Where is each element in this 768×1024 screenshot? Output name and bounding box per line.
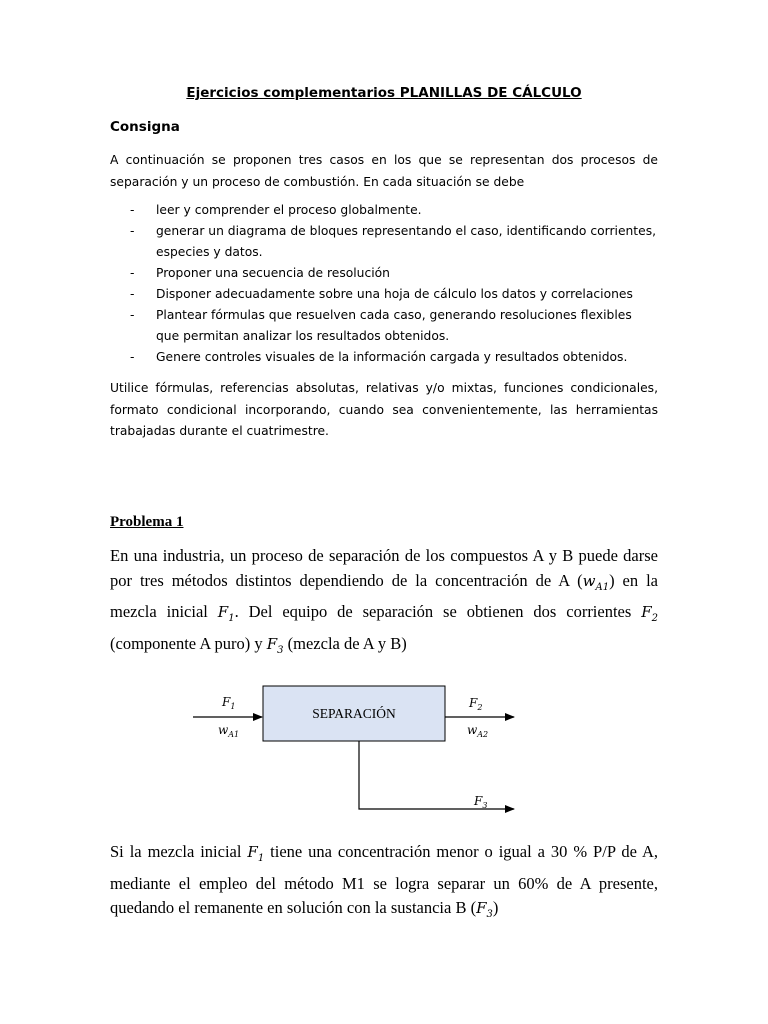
bullet-dash: - [130,350,135,364]
bullet-dash: - [130,308,135,322]
closing-paragraph: Utilice fórmulas, referencias absolutas, relativas y/o mixtas, funciones condicionales, formato condicional incorporando, cuando sea convenientemente, las herramientas trabajadas durante el cuatrimestre. [110,381,658,438]
problem-text-3: . Del equipo de separación se obtienen dos corrientes [234,602,642,621]
bullet-dash: - [130,266,135,280]
list-item-text: generar un diagrama de bloques representando el caso, identificando corrientes, especies y datos. [156,224,657,259]
var-F2: $F_2$ [641,603,658,624]
var-F3: $F_3$ [476,899,493,920]
second-text-3: ) [492,898,499,917]
problem-text-4: (componente A puro) y [110,633,267,653]
list-item-text: leer y comprender el proceso globalmente. [156,203,422,217]
problem-title: Problema 1 [110,514,184,530]
list-item-text: Disponer adecuadamente sobre una hoja de cálculo los datos y correlaciones [156,287,633,301]
var-F1: $F_1$ [247,843,265,864]
label-wa2: wA2 [467,723,489,739]
second-text-1: Si la mezcla inicial [110,842,248,861]
bullet-dash: - [130,224,135,238]
list-item-text: Genere controles visuales de la información cargada y resultados obtenidos. [156,350,628,364]
output-arrow-f3 [359,741,514,809]
var-wA1: $w_{A1}$ [582,571,610,593]
var-F3: $F_3$ [266,634,284,656]
document-title: Ejercicios complementarios PLANILLAS DE CÁLCULO [186,85,582,101]
second-paragraph [110,840,658,928]
bullet-dash: - [130,287,135,301]
label-f2: F2 [469,696,483,712]
intro-paragraph: A continuación se proponen tres casos en los que se representan dos procesos de separación y un proceso de combustión. En cada situación se debe [110,153,658,189]
var-F1: $F_1$ [217,603,235,624]
problem-text-5: (mezcla de A y B) [283,633,407,653]
problem-text-2: ) en la mezcla inicial [110,570,658,621]
bullet-dash: - [130,203,135,217]
list-item-text: Plantear fórmulas que resuelven cada caso, generando resoluciones flexibles que permitan analizar los resultados obtenidos. [156,308,632,343]
separation-box-label: SEPARACIÓN [312,706,396,721]
problem-text-1: En una industria, un proceso de separación de los compuestos A y B puede darse por tres métodos distintos dependiendo de la concentración de A ( [110,546,658,590]
second-text-2: tiene una concentración menor o igual a 30 % P/P de A, mediante el empleo del método M1 se logra separar un 60% de A presente, quedando el remanente en solución con la sustancia B ( [110,842,658,917]
list-item-text: Proponer una secuencia de resolución [156,266,390,280]
label-f1: F1 [222,695,236,711]
label-wa1: wA1 [218,723,240,739]
label-f3: F3 [474,794,488,810]
consigna-heading: Consigna [110,119,180,135]
